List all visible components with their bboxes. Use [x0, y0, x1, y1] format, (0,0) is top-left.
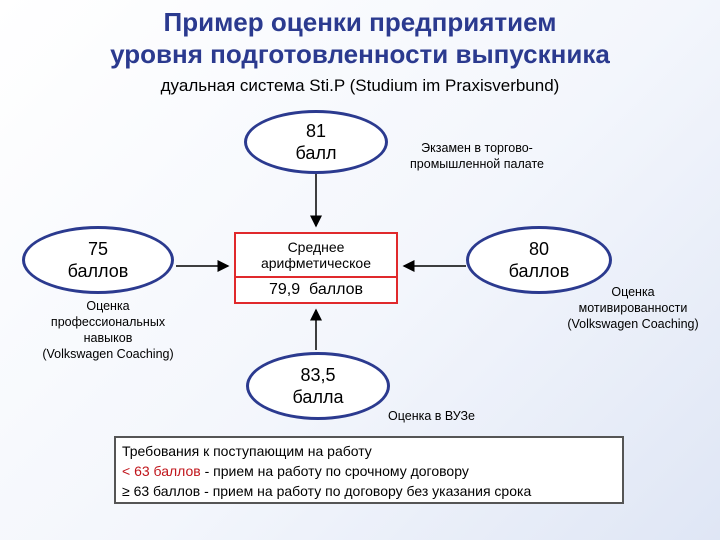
requirements-criterion: ≥ 63 баллов	[122, 483, 201, 499]
node-right-caption-line: (Volkswagen Coaching)	[567, 317, 699, 331]
node-left-caption-line: (Volkswagen Coaching)	[42, 347, 174, 361]
node-left-caption-line: навыков	[83, 331, 133, 345]
requirements-row	[122, 481, 616, 501]
node-top-caption-line: промышленной палате	[410, 157, 544, 171]
node-right-caption-line: Оценка	[611, 285, 655, 299]
center-result	[234, 278, 398, 304]
node-top-ellipse	[244, 110, 388, 174]
node-left-value: 75	[87, 239, 109, 259]
node-top-unit: балл	[295, 143, 337, 163]
center-label-line: Среднее	[287, 239, 345, 255]
title-line-1: Пример оценки предприятием	[163, 7, 557, 37]
node-top-caption	[392, 140, 562, 172]
node-bottom-ellipse	[246, 352, 390, 420]
node-top-value: 81	[305, 121, 327, 141]
node-left-caption	[18, 298, 198, 362]
center-label-box	[234, 232, 398, 278]
requirements-box	[114, 436, 624, 504]
center-result-value: 79,9 баллов	[269, 281, 363, 298]
requirements-criterion: < 63 баллов	[122, 463, 201, 479]
requirements-heading: Требования к поступающим на работу	[122, 443, 372, 459]
requirements-text: - прием на работу по договору без указания срока	[200, 483, 532, 499]
node-right-unit: баллов	[508, 261, 570, 281]
node-right-value: 80	[528, 239, 550, 259]
node-right-caption	[548, 284, 718, 332]
node-left-unit: баллов	[67, 261, 129, 281]
title-line-2: уровня подготовленности выпускника	[110, 39, 610, 69]
node-left-caption-line: Оценка	[86, 299, 130, 313]
center-label-line: арифметическое	[260, 255, 372, 271]
node-left-ellipse	[22, 226, 174, 294]
node-bottom-value: 83,5	[300, 365, 336, 385]
node-right-caption-line: мотивированности	[578, 301, 688, 315]
node-bottom-unit: балла	[292, 387, 344, 407]
requirements-row	[122, 461, 616, 481]
subtitle: дуальная система Sti.P (Studium im Praxisverbund)	[160, 76, 560, 95]
node-bottom-caption: Оценка в ВУЗе	[388, 409, 475, 423]
node-top-caption-line: Экзамен в торгово-	[421, 141, 533, 155]
requirements-text: - прием на работу по срочному договору	[200, 463, 469, 479]
node-left-caption-line: профессиональных	[50, 315, 166, 329]
